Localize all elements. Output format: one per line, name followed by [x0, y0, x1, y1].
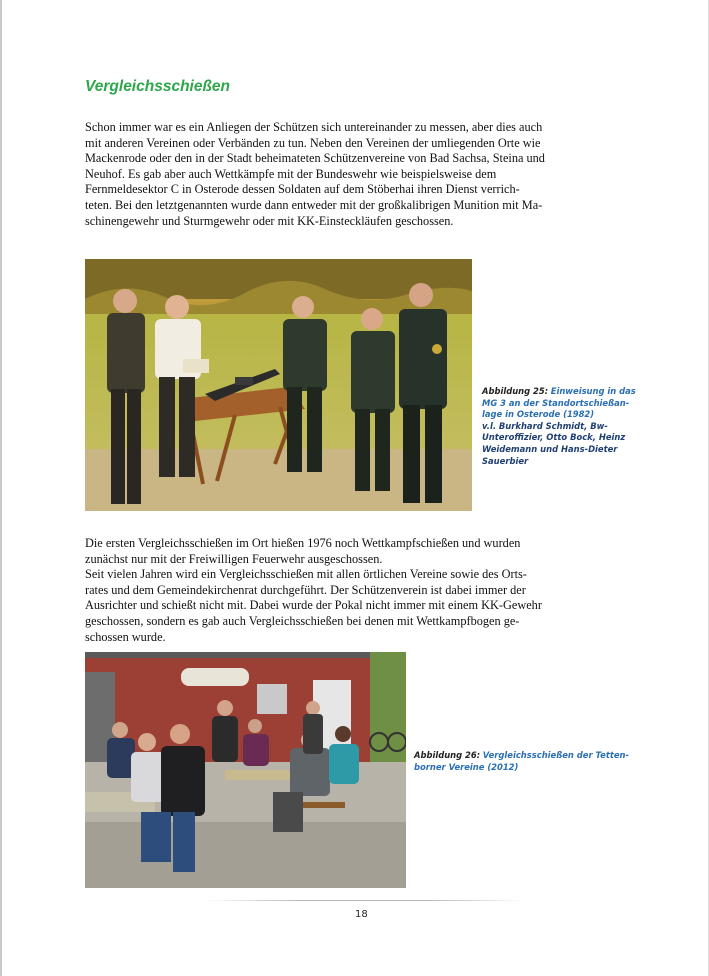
paragraph-line: Ausrichter und schießt nicht mit. Dabei wurde der Pokal nicht immer mit einem KK-Gewehr	[85, 598, 542, 613]
figure-25-title: lage in Osterode (1982)	[482, 409, 595, 420]
figure-25-caption	[482, 386, 652, 467]
figure-26-photo	[85, 652, 406, 888]
second-paragraph	[85, 536, 625, 645]
intro-paragraph	[85, 120, 625, 229]
paragraph-line: schinengewehr und Sturmgewehr oder mit KK-Einsteckläufen geschossen.	[85, 213, 454, 228]
paragraph-line: Seit vielen Jahren wird ein Vergleichsschießen mit allen örtlichen Vereine sowie des Orts-	[85, 567, 527, 582]
figure-26-title: borner Vereine (2012)	[414, 761, 519, 772]
paragraph-line: Mackenrode oder den in der Stadt beheimateten Schützenvereine von Bad Sachsa, Steina und	[85, 151, 545, 166]
paragraph-line: Fernmeldesektor C in Osterode dessen Soldaten auf dem Stöberhai ihren Dienst verrich-	[85, 182, 520, 197]
paragraph-line: Die ersten Vergleichsschießen im Ort hießen 1976 noch Wettkampfschießen und wurden	[85, 536, 521, 550]
figure-25-title: Einweisung in das	[550, 386, 636, 396]
figure-26-caption	[414, 750, 629, 773]
paragraph-line: mit anderen Vereinen oder Verbänden zu tun. Neben den Vereinen der umliegenden Orte wie	[85, 135, 541, 150]
paragraph-line: Neuhof. Es gab aber auch Wettkämpfe mit der Bundeswehr wie beispielsweise dem	[85, 166, 497, 181]
paragraph-line: geschossen, sondern es gab auch Vergleichsschießen bei denen mit Wettkampfbogen ge-	[85, 613, 520, 628]
figure-25-names: Weidemann und Hans-Dieter	[482, 443, 618, 454]
figure-25-names: Unteroffizier, Otto Bock, Heinz	[482, 432, 626, 443]
paragraph-line: zunächst nur mit der Freiwilligen Feuerwehr ausgeschossen.	[85, 551, 383, 566]
page-number: 18	[355, 909, 368, 920]
footer-divider	[205, 900, 525, 901]
figure-26-title: Vergleichsschießen der Tetten-	[482, 750, 629, 760]
paragraph-line: teten. Bei den letztgenannten wurde dann entweder mit der großkalibrigen Munition mit Ma-	[85, 197, 543, 212]
section-heading: Vergleichsschießen	[85, 78, 231, 95]
paragraph-line: Schon immer war es ein Anliegen der Schützen sich untereinander zu messen, aber dies auch	[85, 120, 543, 134]
figure-26-label: Abbildung 26:	[414, 750, 481, 760]
figure-25-names: Sauerbier	[482, 455, 529, 466]
paragraph-line: rates und dem Gemeindekirchenrat durchgeführt. Der Schützenverein ist dabei immer der	[85, 582, 526, 597]
paragraph-line: schossen wurde.	[85, 629, 166, 644]
figure-25-title: MG 3 an der Standortschießan-	[482, 397, 630, 408]
figure-25-photo	[85, 259, 472, 511]
figure-25-names: v.l. Burkhard Schmidt, Bw-	[482, 420, 608, 431]
figure-25-label: Abbildung 25:	[482, 386, 549, 396]
page-edge-left	[0, 0, 2, 976]
